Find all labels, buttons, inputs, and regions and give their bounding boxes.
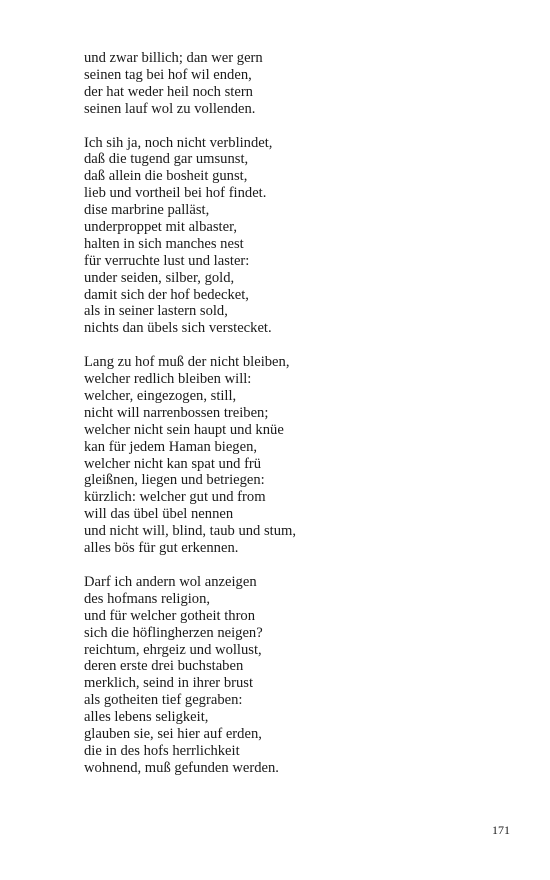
poem-line: alles bös für gut erkennen. xyxy=(84,540,239,557)
poem-line: welcher nicht kan spat und frü xyxy=(84,455,262,472)
poem-line: und zwar billich; dan wer gern xyxy=(84,50,263,66)
page-number: 171 xyxy=(492,823,510,837)
poem-line: lieb und vortheil bei hof findet. xyxy=(84,185,267,202)
poem-line: deren erste drei buchstaben xyxy=(84,658,244,675)
poem-line: welcher nicht sein haupt und knüe xyxy=(84,421,284,438)
poem-line: will das übel übel nennen xyxy=(84,506,234,523)
poem-line: underproppet mit albaster, xyxy=(84,219,238,236)
poem-line: daß allein die bosheit gunst, xyxy=(84,168,248,185)
poem-line: damit sich der hof bedecket, xyxy=(84,286,249,303)
poem-line: daß die tugend gar umsunst, xyxy=(84,151,249,168)
poem-line: kan für jedem Haman biegen, xyxy=(84,438,258,455)
poem-line: als in seiner lastern sold, xyxy=(84,303,228,320)
poem-line: als gotheiten tief gegraben: xyxy=(84,692,243,709)
stanza-4 xyxy=(84,574,504,777)
poem-line: kürzlich: welcher gut und from xyxy=(84,489,266,506)
poem-line: dise marbrine palläst, xyxy=(84,202,210,219)
poem-line: sich die höflingherzen neigen? xyxy=(84,624,263,641)
poem-line: alles lebens seligkeit, xyxy=(84,709,209,726)
poem-line: nichts dan übels sich verstecket. xyxy=(84,320,272,337)
poem-line: glauben sie, sei hier auf erden, xyxy=(84,725,262,742)
poem-line: und nicht will, blind, taub und stum, xyxy=(84,523,297,540)
poem-line: Ich sih ja, noch nicht verblindet, xyxy=(84,134,273,151)
poem-line: merklich, seind in ihrer brust xyxy=(84,675,254,692)
poem-line: reichtum, ehrgeiz und wollust, xyxy=(84,641,262,658)
poem-line: welcher redlich bleiben will: xyxy=(84,371,252,388)
poem-line: Darf ich andern wol anzeigen xyxy=(84,573,257,590)
stanza-1 xyxy=(84,50,504,118)
poem-line: die in des hofs herrlichkeit xyxy=(84,742,240,759)
poem-line: under seiden, silber, gold, xyxy=(84,269,235,286)
poem-text xyxy=(84,50,504,794)
poem-line: seinen tag bei hof wil enden, xyxy=(84,66,252,83)
poem-line: welcher, eingezogen, still, xyxy=(84,388,237,405)
stanza-3 xyxy=(84,354,504,557)
poem-line: und für welcher gotheit thron xyxy=(84,607,256,624)
poem-line: Lang zu hof muß der nicht bleiben, xyxy=(84,354,290,371)
poem-line: wohnend, muß gefunden werden. xyxy=(84,759,279,776)
poem-line: nicht will narrenbossen treiben; xyxy=(84,404,269,421)
stanza-2 xyxy=(84,135,504,338)
poem-line: seinen lauf wol zu vollenden. xyxy=(84,100,256,117)
poem-line: der hat weder heil noch stern xyxy=(84,83,253,100)
poem-line: für verruchte lust und laster: xyxy=(84,252,250,269)
poem-line: gleißnen, liegen und betriegen: xyxy=(84,472,265,489)
poem-line: des hofmans religion, xyxy=(84,590,211,607)
poem-line: halten in sich manches nest xyxy=(84,235,244,252)
